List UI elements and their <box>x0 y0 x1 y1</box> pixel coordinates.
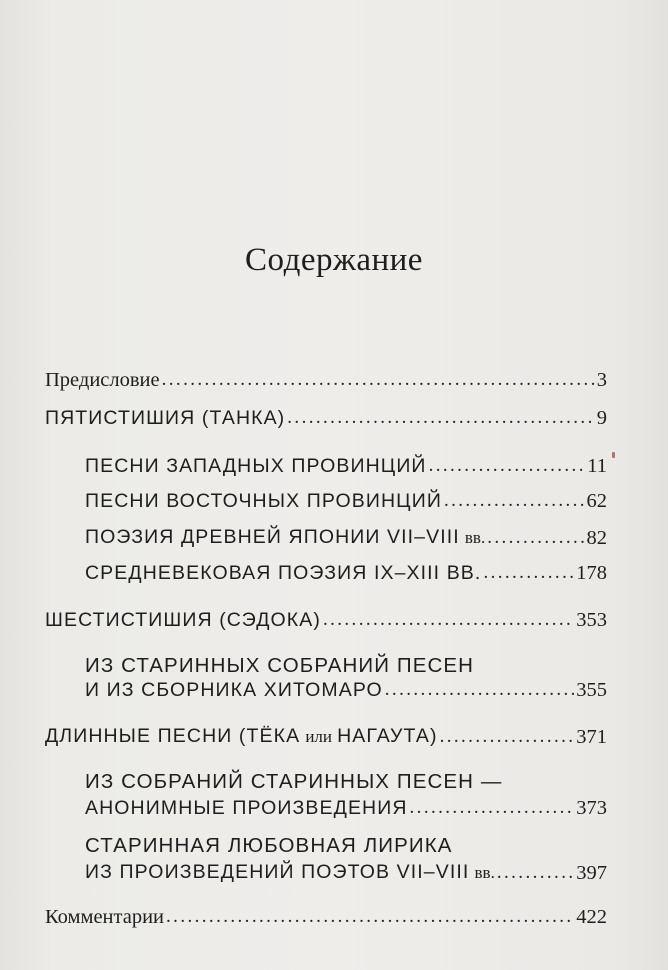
toc-entry-title-suffix: вв. <box>464 528 486 547</box>
leader-dots <box>444 487 585 515</box>
toc-entry-title-main: ИЗ ПРОИЗВЕДЕНИЙ ПОЭТОВ VII–VIII <box>85 861 470 883</box>
toc-entry-page: 3 <box>596 369 607 391</box>
leader-dots <box>166 903 574 931</box>
toc-entry-commentary[interactable] <box>45 903 607 931</box>
toc-entry-title: Комментарии <box>45 906 165 928</box>
toc-entry-page: 371 <box>576 726 607 748</box>
toc-entry-page: 82 <box>586 527 607 549</box>
toc-entry-title-or: или <box>305 727 332 746</box>
page-title: Содержание <box>245 242 423 278</box>
toc-entry-title: ПЕСНИ ЗАПАДНЫХ ПРОВИНЦИЙ <box>85 455 427 477</box>
leader-dots <box>429 452 586 480</box>
toc-entry-title: Предисловие <box>45 369 160 391</box>
toc-entry-page: 373 <box>576 797 607 819</box>
toc-entry-title: ПЕСНИ ВОСТОЧНЫХ ПРОВИНЦИЙ <box>85 490 442 512</box>
ink-mark <box>612 452 615 458</box>
toc-entry-page: 62 <box>586 490 607 512</box>
toc-entry-title-main: ПОЭЗИЯ ДРЕВНЕЙ ЯПОНИИ VII–VIII <box>85 526 460 548</box>
toc-entry-page: 178 <box>576 562 607 584</box>
toc-entry-preface[interactable] <box>45 366 607 394</box>
leader-dots <box>323 606 574 634</box>
toc-entry-anonymous-works[interactable] <box>85 794 607 822</box>
leader-dots <box>497 859 574 887</box>
leader-dots <box>410 794 575 822</box>
toc-entry-sedoka[interactable] <box>45 606 607 634</box>
toc-entry-first-line[interactable]: ИЗ СОБРАНИЙ СТАРИННЫХ ПЕСЕН — <box>85 770 503 793</box>
toc-entry-title-suffix: вв. <box>474 863 495 882</box>
toc-entry-title: ШЕСТИСТИШИЯ (СЭДОКА) <box>45 609 321 631</box>
toc-entry-page: 397 <box>576 862 607 884</box>
toc-entry-title <box>85 858 495 887</box>
toc-entry-tanka[interactable] <box>45 404 607 432</box>
leader-dots <box>487 524 584 552</box>
toc-entry-page: 355 <box>576 679 607 701</box>
toc-entry-first-line[interactable]: ИЗ СТАРИННЫХ СОБРАНИЙ ПЕСЕН <box>85 654 475 677</box>
toc-entry-page: 422 <box>576 906 607 928</box>
toc-entry-love-lyrics[interactable] <box>85 858 607 887</box>
toc-entry-title <box>45 722 438 751</box>
leader-dots <box>483 559 574 587</box>
toc-entry-ancient-poetry[interactable] <box>85 523 607 552</box>
leader-dots <box>385 676 574 704</box>
toc-entry-title: ПЯТИСТИШИЯ (ТАНКА) <box>45 407 286 429</box>
toc-entry-title-part-a: ДЛИННЫЕ ПЕСНИ (ТЁКА <box>45 725 301 747</box>
toc-entry-title-part-b: НАГАУТА) <box>337 725 438 747</box>
toc-entry-hitomaro[interactable] <box>85 676 607 704</box>
toc-entry-first-line[interactable]: СТАРИННАЯ ЛЮБОВНАЯ ЛИРИКА <box>85 834 453 857</box>
toc-entry-title <box>85 523 485 552</box>
toc-entry-page: 353 <box>576 609 607 631</box>
toc-entry-choka[interactable] <box>45 722 607 751</box>
toc-entry-page: 11 <box>587 455 607 477</box>
toc-entry-title: АНОНИМНЫЕ ПРОИЗВЕДЕНИЯ <box>85 797 408 819</box>
toc-entry-medieval-poetry[interactable] <box>85 559 607 587</box>
toc-entry-page: 9 <box>596 407 607 429</box>
leader-dots <box>162 366 595 394</box>
toc-entry-eastern-provinces[interactable] <box>85 487 607 515</box>
leader-dots <box>287 404 594 432</box>
toc-entry-title: И ИЗ СБОРНИКА ХИТОМАРО <box>85 679 383 701</box>
toc-entry-western-provinces[interactable] <box>85 452 607 480</box>
toc-entry-title: СРЕДНЕВЕКОВАЯ ПОЭЗИЯ IX–XIII ВВ. <box>85 562 482 584</box>
leader-dots <box>440 723 575 751</box>
